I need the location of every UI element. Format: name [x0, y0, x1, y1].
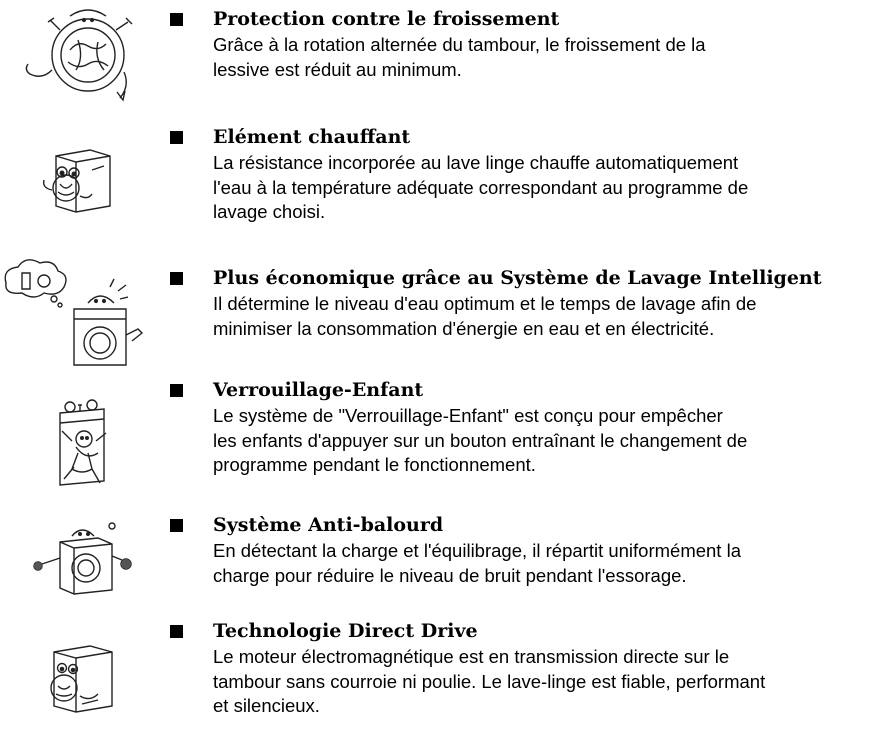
- description-line: Il détermine le niveau d'eau optimum et le temps de lavage afin de: [213, 293, 757, 314]
- feature-description: [213, 539, 863, 588]
- bullet-marker: [170, 625, 183, 638]
- description-line: minimiser la consommation d'énergie en eau et en électricité.: [213, 317, 715, 339]
- description-line: En détectant la charge et l'équilibrage, il répartit uniformément la: [213, 540, 741, 561]
- feature-child-lock: [0, 371, 876, 501]
- feature-title: Protection contre le froissement: [213, 8, 560, 30]
- washer-thinking-icon: [0, 259, 150, 369]
- description-line: tambour sans courroie ni poulie. Le lave-linge est fiable, performant: [213, 670, 766, 692]
- feature-description: [213, 404, 863, 478]
- bullet-marker: [170, 13, 183, 26]
- description-line: lavage choisi.: [213, 201, 326, 222]
- bullet-marker: [170, 384, 183, 397]
- description-line: programme pendant le fonctionnement.: [213, 454, 536, 475]
- feature-title: Technologie Direct Drive: [213, 620, 478, 642]
- description-line: charge pour réduire le niveau de bruit pendant l'essorage.: [213, 564, 687, 586]
- feature-description: [213, 33, 863, 82]
- feature-description: [213, 292, 863, 341]
- bullet-marker: [170, 272, 183, 285]
- bullet-marker: [170, 131, 183, 144]
- feature-anti-crease: [0, 0, 876, 110]
- description-line: lessive est réduit au minimum.: [213, 58, 462, 80]
- description-line: et silencieux.: [213, 695, 320, 716]
- bullet-marker: [170, 519, 183, 532]
- feature-title: Système Anti-balourd: [213, 514, 444, 536]
- description-line: La résistance incorporée au lave linge chauffe automatiquement: [213, 152, 739, 173]
- washer-drum-rotation-icon: [0, 0, 150, 110]
- washer-direct-drive-icon: [0, 612, 150, 732]
- feature-title: Elément chauffant: [213, 126, 411, 148]
- washer-heating-element-icon: [0, 118, 150, 228]
- description-line: Le système de "Verrouillage-Enfant" est conçu pour empêcher: [213, 405, 723, 426]
- description-line: les enfants d'appuyer sur un bouton entraînant le changement de: [213, 429, 748, 451]
- feature-title: Plus économique grâce au Système de Lavage Intelligent: [213, 267, 822, 289]
- feature-title: Verrouillage-Enfant: [213, 379, 424, 401]
- washer-balancing-balls-icon: [0, 506, 150, 616]
- feature-anti-unbalance: [0, 506, 876, 616]
- washer-child-lock-icon: [0, 371, 150, 501]
- description-line: l'eau à la température adéquate correspondant au programme de: [213, 176, 749, 198]
- description-line: Le moteur électromagnétique est en transmission directe sur le: [213, 646, 730, 667]
- feature-direct-drive: [0, 612, 876, 732]
- feature-description: [213, 151, 863, 225]
- description-line: Grâce à la rotation alternée du tambour, le froissement de la: [213, 34, 706, 55]
- feature-heating-element: [0, 118, 876, 228]
- feature-description: [213, 645, 863, 719]
- feature-intelligent-wash: [0, 259, 876, 369]
